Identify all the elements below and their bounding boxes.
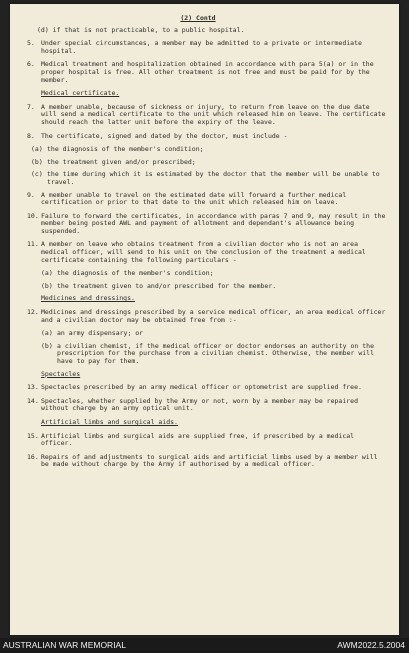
- para-number: 8.: [27, 131, 35, 140]
- paragraph-16: [27, 454, 387, 469]
- paragraph-8a: [27, 146, 387, 154]
- paragraph-12a: [27, 330, 387, 338]
- paragraph-14: [27, 398, 387, 413]
- item-text: the time during which it is estimated by the doctor that the member will be unable to travel.: [47, 170, 380, 186]
- para-text: Failure to forward the certificates, in accordance with paras 7 and 9, may result in the member being posted AWL and payment of allotment and dependant's allowance being suspended.: [41, 211, 386, 235]
- document-body: [27, 15, 387, 475]
- para-text: Artificial limbs and surgical aids are supplied free, if prescribed by a medical officer.: [41, 431, 355, 448]
- para-number: 13.: [27, 383, 39, 392]
- footer-reference: AWM2022.5.2004: [337, 640, 405, 650]
- item-label: (a): [41, 269, 53, 278]
- heading-medicines: Medicines and dressings.: [41, 294, 135, 303]
- para-number: 15.: [27, 431, 39, 440]
- footer-bar: [0, 638, 409, 653]
- para-text: Under special circumstances, a member may be admitted to a private or intermediate hospital.: [41, 39, 362, 55]
- para-number: 12.: [27, 308, 39, 317]
- paragraph-11a: [27, 270, 387, 278]
- item-label: (a): [41, 329, 53, 338]
- para-number: 6.: [27, 60, 35, 69]
- paragraph-8c: [27, 171, 387, 186]
- heading-spectacles: Spectacles: [41, 369, 81, 378]
- paragraph-5: [27, 40, 387, 55]
- paragraph-12b: [27, 343, 387, 366]
- paragraph-8b: [27, 159, 387, 167]
- item-text: the diagnosis of the member's condition;: [57, 269, 214, 278]
- para-text: Repairs of and adjustments to surgical aids and artificial limbs used by a member will be made without charge by the Army if authorised by a medical officer.: [41, 452, 378, 469]
- para-text: A member unable to travel on the estimated date will forward a further medical certification or prior to that date to the unit which released him on leave.: [41, 190, 347, 207]
- para-text: Medicines and dressings prescribed by a service medical officer, an area medical officer and a civilian doctor may be obtained free from :-: [41, 308, 386, 324]
- para-text: Spectacles prescribed by an army medical officer or optometrist are supplied free.: [41, 383, 362, 392]
- para-number: 7.: [27, 102, 35, 111]
- item-label: (b): [31, 157, 43, 166]
- paragraph-11: [27, 241, 387, 264]
- item-label: (a): [31, 145, 43, 154]
- item-label: (b): [41, 341, 53, 350]
- footer-institution: AUSTRALIAN WAR MEMORIAL: [3, 640, 126, 650]
- heading-medical-certificate: Medical certificate.: [41, 89, 120, 98]
- paragraph-11b: [27, 283, 387, 291]
- paragraph-7: [27, 104, 387, 127]
- item-text: an army dispensary; or: [57, 329, 144, 338]
- item-text: the treatment given to and/or prescribed for the member.: [57, 281, 277, 290]
- para-number: 11.: [27, 240, 39, 249]
- section-header: (2) Contd: [180, 14, 216, 22]
- para-number: 10.: [27, 211, 39, 220]
- paragraph-10: [27, 213, 387, 236]
- para-text: The certificate, signed and dated by the doctor, must include -: [41, 131, 288, 140]
- item-text: the diagnosis of the member's condition;: [47, 145, 204, 154]
- paragraph-9: [27, 192, 387, 207]
- para-text: Medical treatment and hospitalization obtained in accordance with para 5(a) or in the proper hospital is free. All other treatment is not free and must be paid for by the member.: [41, 60, 374, 84]
- para-number: 16.: [27, 452, 39, 461]
- intro-item: (d) if that is not practicable, to a public hospital.: [37, 25, 245, 34]
- item-label: (b): [41, 281, 53, 290]
- para-text: A member unable, because of sickness or injury, to return from leave on the due date will send a medical certificate to the unit which released him on leave. The certificate should reach the latter unit before the expiry of the leave.: [41, 102, 386, 126]
- paragraph-15: [27, 433, 387, 448]
- para-text: Spectacles, whether supplied by the Army or not, worn by a member may be repaired without charge by an army optical unit.: [41, 396, 358, 413]
- item-text: a civilian chemist, if the medical officer or doctor endorses an authority on the prescription for the purchase from a civilian chemist. Otherwise, the member will have to pay for them.: [57, 341, 374, 365]
- para-number: 9.: [27, 190, 35, 199]
- para-number: 5.: [27, 39, 35, 48]
- paragraph-8: [27, 133, 387, 141]
- item-label: (c): [31, 170, 43, 179]
- paragraph-13: [27, 384, 387, 392]
- para-number: 14.: [27, 396, 39, 405]
- paragraph-12: [27, 309, 387, 324]
- item-text: the treatment given and/or prescribed;: [47, 157, 196, 166]
- document-page: [10, 4, 399, 635]
- heading-artificial-limbs: Artificial limbs and surgical aids.: [41, 417, 178, 426]
- paragraph-6: [27, 61, 387, 84]
- para-text: A member on leave who obtains treatment from a civilian doctor who is not an area medical officer, will send to his unit on the conclusion of the treatment a medical certificate containing the following particulars -: [41, 240, 366, 264]
